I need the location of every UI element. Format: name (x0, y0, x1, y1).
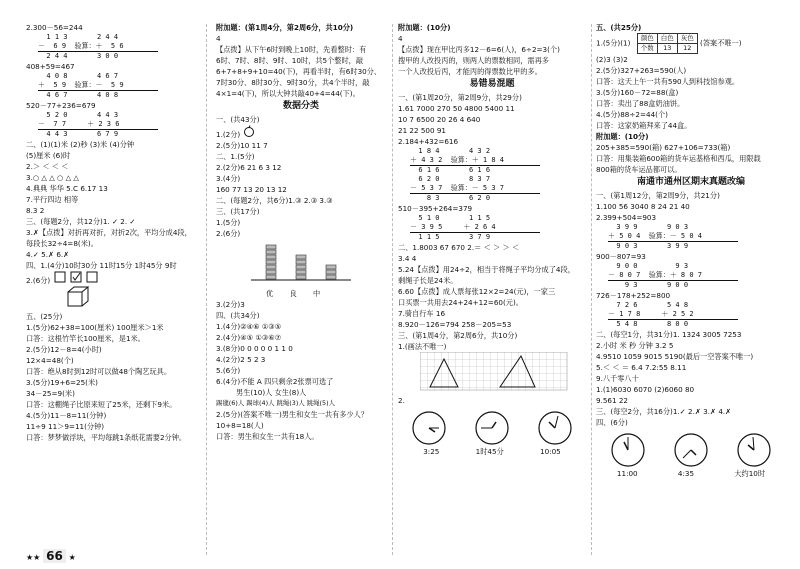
line: 3.4 4 (398, 254, 417, 263)
line: 6.60【点拨】成人票每张12×2=24(元)，一家三 (398, 287, 556, 296)
line: 口答：绝从8时到12时可以做48个陶艺玩具。 (26, 367, 172, 376)
line: 4.(5分)11－8=11(分钟) (26, 411, 107, 420)
line: 3.(5分)19+6=25(米) (26, 378, 98, 387)
vertical-calc: 7 2 6 5 4 8 － 1 7 8 ＋ 2 5 2 5 4 8 8 0 0 (608, 301, 786, 329)
line: 5.24【点拨】用24÷2，相当于将绳子平均分成了4段， (398, 265, 575, 274)
line: 5.(6分) (216, 366, 241, 375)
line: (5)厘米 (6)时 (26, 151, 71, 160)
vertical-calc: 4 0 8 4 6 7 ＋ 5 9 验算：－ 5 9 4 6 7 4 0 8 (38, 72, 196, 100)
line: 7.骑自行车 16 (398, 309, 446, 318)
line: 160 77 13 20 13 12 (216, 185, 287, 194)
line: 3.(4分) (216, 174, 241, 183)
line: 6+7+8+9+10=40(下)，再看半时，有6时30分、 (216, 67, 382, 76)
line-with-shapes: 2.(6分) (26, 271, 196, 286)
line: 3.(8分)0 0 0 0 0 1 1 0 (216, 344, 293, 353)
line: 口答：梦梦做浮块，平均每跳1条纸花需要2分钟。 (26, 433, 187, 442)
cube-figure (66, 286, 196, 311)
line: 【点拨】现在甲比丙多12－6=6(人)，6÷2=3(个) (398, 45, 560, 54)
clock-icon (537, 410, 573, 446)
line: 3.✗【点拨】对折再对折，对折2次，平均分成4段， (26, 228, 192, 237)
line: 510－395+264=379 (398, 204, 473, 213)
line: 9.561 22 (596, 396, 629, 405)
line: 2.(6分) (216, 229, 241, 238)
line: 12×4=48(个) (26, 356, 74, 365)
vertical-calc: 1 8 4 4 3 2 ＋ 4 3 2 验算：＋ 1 8 4 6 1 6 6 1 6 (410, 147, 586, 175)
line: 4.(2分)2 5 2 3 (216, 355, 266, 364)
line: 三、(每空2分，共16分)1.✓ 2.✗ 3.✗ 4.✗ (596, 407, 732, 416)
section-title: 南通市通州区期末真题改编 (636, 177, 745, 187)
line: 2.＞ ＜ ＜ ＜ (26, 162, 69, 171)
line: 7.平行四边 相等 (26, 195, 79, 204)
line: 8.3 2 (26, 206, 45, 215)
line: 搜甲的人改投丙的，则两人的票数相同，需再多 (398, 56, 549, 65)
clock-icon (474, 410, 510, 446)
line: 34－25=9(米) (26, 389, 75, 398)
line: 一个人改投后丙，才能丙的得票数比甲的多。 (398, 67, 542, 76)
vertical-calc: 5 1 0 1 1 5 － 3 9 5 ＋ 2 6 4 1 1 5 3 7 9 (410, 214, 586, 242)
column-1 (26, 22, 196, 565)
triangle-grid (420, 352, 570, 392)
line: 2.(4分)④⑤ ①③⑥⑦ (216, 333, 282, 342)
line: 2.(5分)12－8=4(小时) (26, 345, 102, 354)
line: 优 良 中 (266, 289, 321, 298)
column-2 (216, 22, 386, 565)
line: 2. (398, 396, 405, 405)
line: 每段长32÷4=8(米)。 (26, 239, 98, 248)
vertical-calc: 9 0 0 9 3 － 8 0 7 验算：＋ 8 0 7 9 3 9 0 0 (608, 262, 786, 290)
line: 五、(25分) (26, 312, 63, 321)
line: 4.(5分)88÷2=44(个) (596, 110, 668, 119)
section-title: 数据分类 (282, 101, 319, 111)
line: 4.9510 1059 9015 5190(最后一空答案不唯一) (596, 352, 754, 361)
line: 4 (216, 34, 221, 43)
shape-figures (53, 271, 113, 283)
vertical-calc: 6 2 0 8 3 7 － 5 3 7 验算：－ 5 3 7 8 3 6 2 0 (410, 175, 586, 203)
line: 21 22 500 91 (398, 126, 447, 135)
line-with-icon: 1.(2分) (216, 125, 386, 140)
line: 726－178+252=800 (596, 291, 671, 300)
line: 口买票一共用去24+24+12=60(元)。 (398, 298, 523, 307)
line: (2)3 (3)2 (596, 55, 628, 64)
line: 四、1.(4分)10时30分 11时15分 1时45分 9时 (26, 261, 177, 270)
line: 踢毽(6)人 踢球(4)人 跳绳(3)人 跳绳(5)人 (216, 399, 335, 407)
clock-row (398, 410, 586, 446)
line: 口答：这天上午一共有590人到科技馆参观。 (596, 77, 740, 86)
line: 四、(6分) (596, 418, 628, 427)
page-number: 66 (43, 549, 66, 563)
line: 1.61 7000 270 50 4800 5400 11 (398, 104, 515, 113)
line: 6时、7时、8时、9时、10时，共5个整时，敲 (216, 56, 364, 65)
clock-row (596, 432, 786, 468)
line: 4.典典 华华 5.C 6.17 13 (26, 184, 108, 193)
line: 口答：男生和女生一共有18人。 (216, 432, 319, 441)
line: 3.(2分)3 (216, 300, 245, 309)
line: 一、(共43分) (216, 115, 260, 124)
line: 3.○ △ △ ○ △ △ (26, 173, 79, 182)
line: 2.小时 米 秒 分钟 3.2 5 (596, 341, 674, 350)
line: 6.(4分)不能 A 四只剩余2张票可选了 (216, 377, 334, 386)
line: 408+59=467 (26, 62, 75, 71)
line: 2.399+504=903 (596, 213, 657, 222)
line: 三、(每题2分，共12分)1. ✓ 2. ✓ (26, 217, 136, 226)
apple-icon (243, 125, 255, 137)
line: 5.＜ ＜ ＝ 6.4 7.2:55 8.11 (596, 363, 687, 372)
vertical-calc: 5 2 0 4 4 3 － 7 7 ＋ 2 3 6 4 4 3 6 7 9 (38, 111, 196, 139)
line: 11:00 4:35 大约10时 (616, 469, 766, 478)
line: 三、(第1周4分，第2周6分，共10分) (398, 331, 518, 340)
column-3 (398, 22, 586, 565)
line: 800箱的货车运品都可以。 (596, 165, 682, 174)
line-with-table: 1.(5分)(1) 颜色 白色 灰色 个数 13 12 (答案不唯一) (596, 34, 742, 52)
section-title: 易错易混题 (469, 79, 515, 89)
line: 2.(2分)6 21 6 3 12 (216, 163, 282, 172)
line: 520－77+236=679 (26, 101, 96, 110)
line: 1.100 56 3040 8 24 21 40 (596, 202, 690, 211)
line: 【点拨】从下午6时到晚上10时，先看整时：有 (216, 45, 367, 54)
line: 9.八千零八十 (596, 374, 639, 383)
line: 五、(共25分) (596, 23, 642, 32)
line: 2.184+432=616 (398, 137, 459, 146)
line: 二、(1)(1)米 (2)秒 (3)米 (4)分钟 (26, 140, 135, 149)
clock-icon (673, 432, 709, 468)
line: 2.(5分)327+263=590(人) (596, 66, 687, 75)
line: 附加题：(10分) (596, 132, 649, 141)
line: 4 (398, 34, 403, 43)
clock-icon (610, 432, 646, 468)
bar-grid-chart (246, 239, 356, 285)
line: 剩绳子长是24米。 (398, 276, 458, 285)
line: 10+8=18(人) (216, 421, 264, 430)
vertical-calc: 1 1 3 2 4 4 － 6 9 验算：＋ 5 6 2 4 4 3 0 0 (38, 33, 196, 61)
line: 3:25 1时45分 10:05 (423, 447, 561, 456)
line: 一、(第1周12分，第2周9分，共21分) (596, 191, 720, 200)
line: 附加题：(10分) (398, 23, 451, 32)
line: 口答：这棚绳子比原来短了25米，还剩下9米。 (26, 400, 177, 409)
line: 2.(5分)10 11 7 (216, 141, 268, 150)
line: 2.300－56=244 (26, 23, 83, 32)
color-count-table: 颜色 白色 灰色 个数 13 12 (637, 33, 698, 54)
vertical-calc: 3 9 9 9 0 3 ＋ 5 0 4 验算：－ 5 0 4 9 0 3 3 9 9 (608, 223, 786, 251)
line: 900－807=93 (596, 252, 646, 261)
clock-icon (411, 410, 447, 446)
line: 口答：这根竹竿长100厘米，是1米。 (26, 334, 145, 343)
line: 7时30分、8时30分、9时30分，共4个半时，敲 (216, 78, 370, 87)
line: 口答：卖出了88盒奶油饼。 (596, 99, 685, 108)
line: 二、1.(5分) (216, 152, 255, 161)
line: 1.(5分) (216, 218, 241, 227)
line: 4.✓ 5.✗ 6.✗ (26, 250, 70, 259)
line: 3.(5分)160－72=88(盒) (596, 88, 679, 97)
line: 11÷9 11＞9=11(分钟) (26, 422, 105, 431)
line: 二、(每空1分，共31分)1. 1324 3005 7253 (596, 330, 742, 339)
line: 10 7 6500 20 26 4 640 (398, 115, 481, 124)
line: 三、(共17分) (216, 207, 260, 216)
column-4 (596, 22, 786, 565)
line: 口答：这家奶箱拜来了44盒。 (596, 121, 692, 130)
line: 口答：用集装箱600箱的货车运基格和西瓜，用限载 (596, 154, 761, 163)
line: 205+385=590(箱) 627+106=733(箱) (596, 143, 731, 152)
line: 1.(画法不唯一) (398, 342, 447, 351)
line: 四、(共34分) (216, 311, 260, 320)
line: 二、1.8003 67 670 2.＝ ＜ ＞ ＞ ＜ (398, 243, 520, 252)
line: 1.(5分)62+38=100(厘米) 100厘米＞1米 (26, 323, 164, 332)
line: 1.(4分)②④⑥ ①③⑤ (216, 322, 282, 331)
line: 8.920－126=794 258－205=53 (398, 320, 512, 329)
line: 附加题：(第1周4分，第2周6分，共10分) (216, 23, 354, 32)
line: 一、(第1周20分，第2周9分，共29分) (398, 93, 522, 102)
clock-icon (736, 432, 772, 468)
page-footer: ★★ 66 ★ (26, 549, 76, 563)
line: 2.(5分)(答案不唯一)男生和女生一共有多少人？ (216, 410, 369, 419)
line: 4×1=4(下)，所以大钟共敲40+4=44(下)。 (216, 89, 360, 98)
line: 1.(1)6030 6070 (2)6060 80 (596, 385, 695, 394)
line: 二、(每题2分，共6分)1.③ 2.③ 3.③ (216, 196, 333, 205)
line: 男生(10)人 女生(8)人 (236, 388, 307, 397)
